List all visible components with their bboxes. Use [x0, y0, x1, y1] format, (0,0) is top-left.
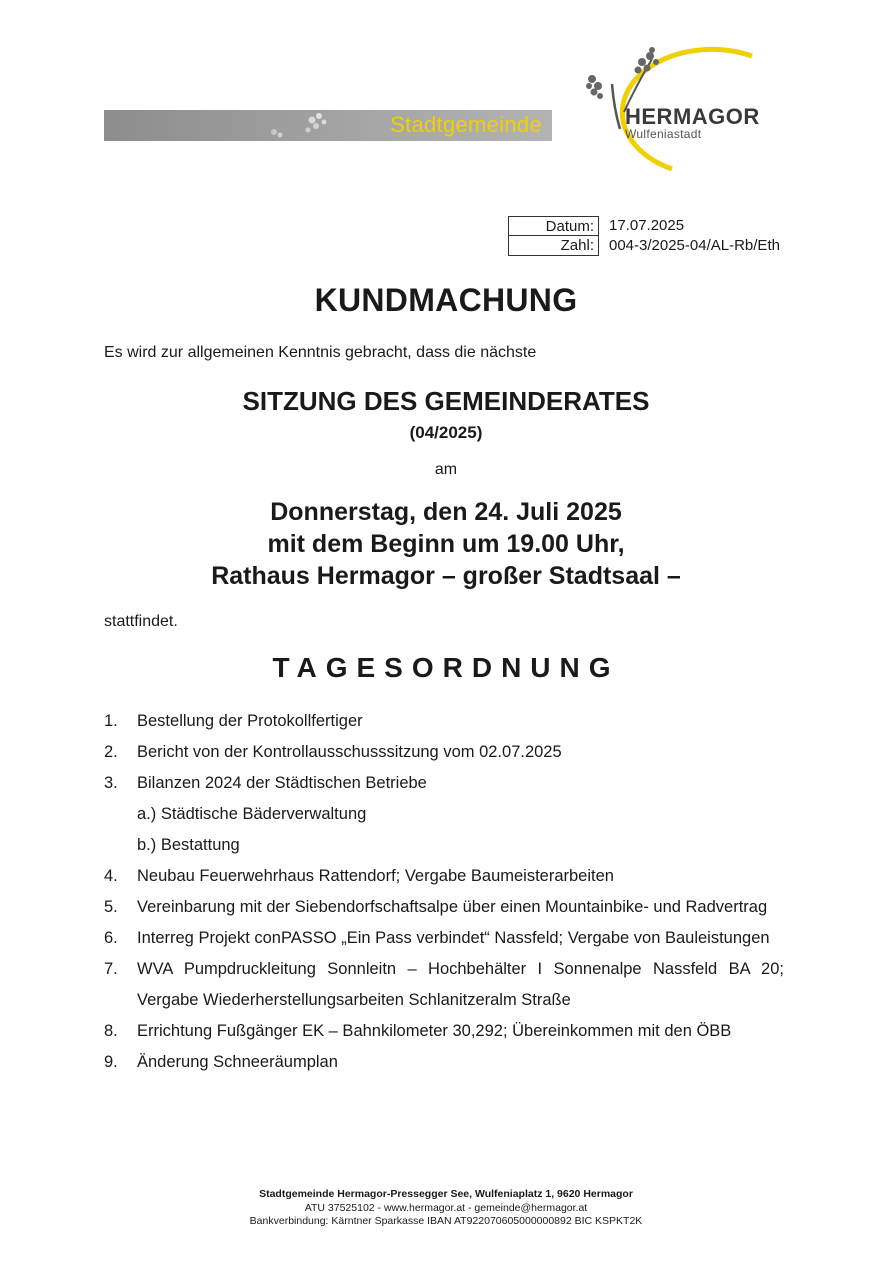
agenda-item-number: 9.	[104, 1053, 118, 1071]
agenda-item-text: WVA Pumpdruckleitung Sonnleitn – Hochbehälter I Sonnenalpe Nassfeld BA 20; Vergabe Wiederherstellungsarbeiten Schlanitzeralm Straße	[137, 960, 784, 1009]
date-label: Datum:	[508, 216, 599, 236]
logo-name: HERMAGOR	[625, 104, 760, 129]
date-value: 17.07.2025	[609, 217, 685, 234]
agenda-item-text: Neubau Feuerwehrhaus Rattendorf; Vergabe Baumeisterarbeiten	[137, 867, 614, 885]
agenda-list	[104, 706, 784, 1078]
agenda-item-number: 7.	[104, 960, 118, 978]
agenda-item	[104, 861, 784, 892]
meta-number-row	[508, 236, 780, 256]
banner-title: Stadtgemeinde	[390, 112, 542, 137]
flower-decoration-icon	[264, 110, 354, 141]
agenda-item-number: 8.	[104, 1022, 118, 1040]
number-value: 004-3/2025-04/AL-Rb/Eth	[609, 237, 780, 254]
agenda-subitem: b.) Bestattung	[137, 836, 240, 854]
footer-contact: ATU 37525102 - www.hermagor.at - gemeinde@hermagor.at	[304, 1201, 588, 1214]
number-label: Zahl:	[508, 236, 599, 256]
agenda-item-text: Bilanzen 2024 der Städtischen Betriebe	[137, 774, 427, 792]
footer	[0, 1188, 892, 1229]
intro-text: Es wird zur allgemeinen Kenntnis gebracht, dass die nächste	[104, 344, 537, 361]
session-closing: stattfindet.	[104, 613, 178, 630]
agenda-item-number: 2.	[104, 743, 118, 761]
agenda-item	[104, 706, 784, 737]
header-banner	[104, 110, 552, 141]
footer-address: Stadtgemeinde Hermagor-Pressegger See, Wulfeniaplatz 1, 9620 Hermagor	[259, 1188, 633, 1200]
agenda-item-number: 4.	[104, 867, 118, 885]
session-date: Donnerstag, den 24. Juli 2025	[270, 498, 622, 526]
agenda-item-number: 1.	[104, 712, 118, 730]
agenda-item	[104, 1016, 784, 1047]
agenda-item	[104, 892, 784, 923]
agenda-subitem: a.) Städtische Bäderverwaltung	[137, 805, 367, 823]
session-time: mit dem Beginn um 19.00 Uhr,	[267, 530, 625, 558]
agenda-item-number: 6.	[104, 929, 118, 947]
meta-date-row	[508, 216, 780, 236]
agenda-item-text: Bestellung der Protokollfertiger	[137, 712, 363, 730]
session-number: (04/2025)	[409, 423, 483, 442]
logo-subtitle: Wulfeniastadt	[625, 127, 702, 141]
agenda-item-text: Interreg Projekt conPASSO „Ein Pass verbindet“ Nassfeld; Vergabe von Bauleistungen	[137, 929, 770, 947]
agenda-item	[104, 737, 784, 768]
agenda-item-number: 5.	[104, 898, 118, 916]
session-title: SITZUNG DES GEMEINDERATES	[242, 386, 650, 416]
page-title: KUNDMACHUNG	[314, 282, 578, 318]
document-meta	[508, 216, 780, 256]
agenda-item	[104, 954, 784, 1016]
session-location: Rathaus Hermagor – großer Stadtsaal –	[211, 562, 681, 590]
agenda-title: TAGESORDNUNG	[272, 652, 620, 683]
agenda-item	[104, 1047, 784, 1078]
agenda-item-text: Bericht von der Kontrollausschusssitzung vom 02.07.2025	[137, 743, 562, 761]
agenda-item-text: Änderung Schneeräumplan	[137, 1053, 338, 1071]
session-am: am	[434, 461, 458, 478]
agenda-item-number: 3.	[104, 774, 118, 792]
agenda-item-text: Vereinbarung mit der Siebendorfschaftsalpe über einen Mountainbike- und Radvertrag	[137, 898, 768, 916]
agenda-item-text: Errichtung Fußgänger EK – Bahnkilometer 30,292; Übereinkommen mit den ÖBB	[137, 1022, 732, 1040]
footer-bank: Bankverbindung: Kärntner Sparkasse IBAN AT922070605000000892 BIC KSPKT2K	[249, 1215, 643, 1227]
agenda-item	[104, 923, 784, 954]
agenda-item	[104, 768, 784, 799]
